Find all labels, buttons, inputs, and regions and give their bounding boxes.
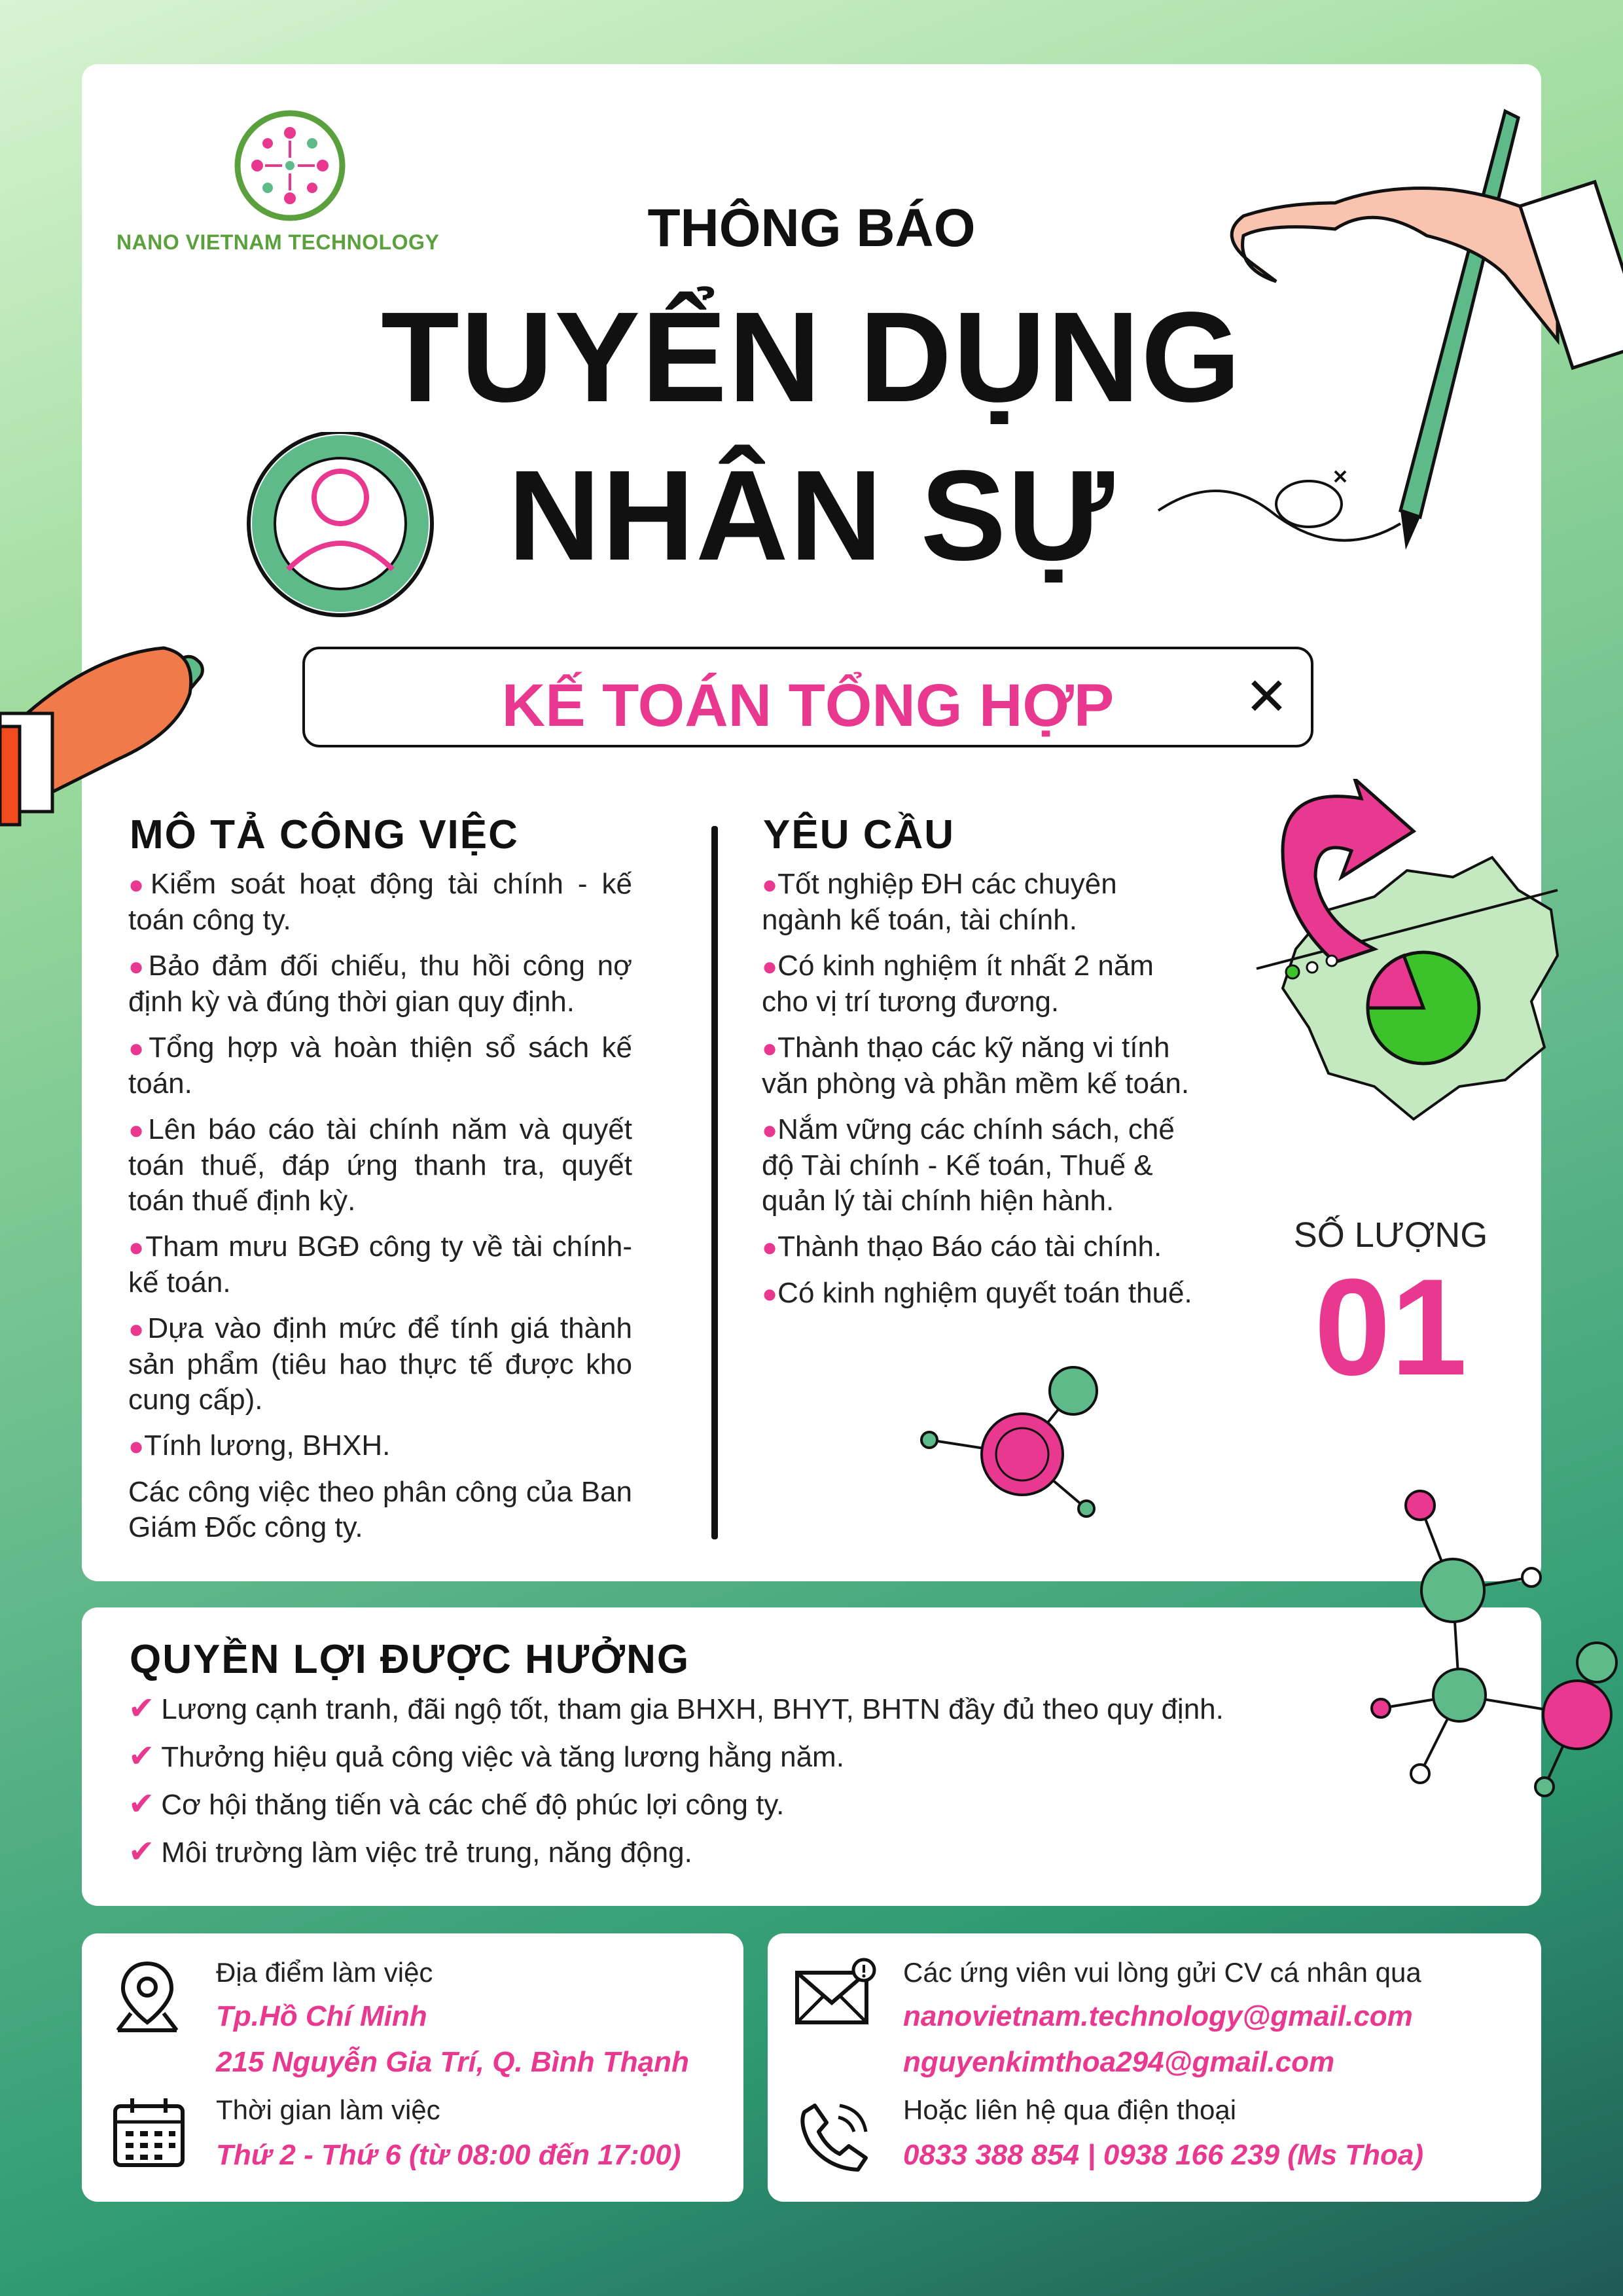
list-item: ●Kiểm soát hoạt động tài chính - kế toán công ty. [128, 868, 632, 936]
check-icon: ✔ [128, 1739, 155, 1774]
phone-numbers[interactable]: 0833 388 854 | 0938 166 239 (Ms Thoa) [903, 2139, 1424, 2171]
list-item: ●Dựa vào định mức để tính giá thành sản phẩm (tiêu hao thực tế được kho cung cấp). [128, 1312, 632, 1416]
list-item: ✔ Cơ hội thăng tiến và các chế độ phúc lợi công ty. [128, 1787, 785, 1821]
email-label: Các ứng viên vui lòng gửi CV cá nhân qua [903, 1957, 1421, 1988]
list-item: ●Tham mưu BGĐ công ty về tài chính-kế toán. [128, 1230, 632, 1299]
email-link-2[interactable]: nguyenkimthoa294@gmail.com [903, 2046, 1335, 2078]
list-item: ●Thành thạo các kỹ năng vi tính văn phòng và phần mềm kế toán. [762, 1031, 1190, 1100]
molecule-cluster-icon [1361, 1479, 1623, 1806]
benefits-list [128, 1691, 1372, 1882]
column-divider [711, 826, 718, 1539]
location-address: 215 Nguyễn Gia Trí, Q. Bình Thạnh [216, 2046, 689, 2078]
job-title: KẾ TOÁN TỔNG HỢP [501, 672, 1115, 739]
list-item: ●Lên báo cáo tài chính năm và quyết toán thuế, đáp ứng thanh tra, quyết toán thuế định kỳ. [128, 1113, 632, 1217]
description-heading: MÔ TẢ CÔNG VIỆC [130, 812, 519, 857]
molecule-icon [903, 1355, 1113, 1532]
list-item: ✔ Thưởng hiệu quả công việc và tăng lương hằng năm. [128, 1739, 844, 1774]
location-label: Địa điểm làm việc [216, 1957, 433, 1988]
quantity-label: SỐ LƯỢNG [1293, 1215, 1488, 1255]
requirements-heading: YÊU CẦU [763, 812, 955, 857]
list-item: ●Bảo đảm đối chiếu, thu hồi công nợ định kỳ và đúng thời gian quy định. [128, 950, 632, 1018]
email-link-1[interactable]: nanovietnam.technology@gmail.com [903, 2000, 1413, 2032]
benefits-heading: QUYỀN LỢI ĐƯỢC HƯỞNG [130, 1637, 690, 1682]
location-city: Tp.Hồ Chí Minh [216, 2000, 427, 2032]
description-footer: Các công việc theo phân công của Ban Giám Đốc công ty. [128, 1476, 632, 1543]
check-icon: ✔ [128, 1835, 155, 1869]
title-recruitment: TUYỂN DỤNG [381, 285, 1242, 429]
phone-label: Hoặc liên hệ qua điện thoại [903, 2094, 1237, 2125]
requirements-list [762, 867, 1194, 1322]
map-pin-icon [111, 1957, 183, 2036]
pie-chart-arrow-illustration [1243, 779, 1584, 1145]
list-item: ●Tính lương, BHXH. [128, 1429, 391, 1462]
check-icon: ✔ [128, 1691, 155, 1726]
list-item: ●Nắm vững các chính sách, chế độ Tài chính - Kế toán, Thuế & quản lý tài chính hiện hành. [762, 1113, 1175, 1217]
worktime-value: Thứ 2 - Thứ 6 (từ 08:00 đến 17:00) [216, 2139, 681, 2171]
check-icon: ✔ [128, 1787, 155, 1821]
list-item: ●Tổng hợp và hoàn thiện sổ sách kế toán. [128, 1031, 632, 1100]
close-icon[interactable]: ✕ [1244, 668, 1289, 726]
worktime-label: Thời gian làm việc [216, 2094, 440, 2125]
calendar-icon [111, 2094, 187, 2170]
list-item: ✔ Môi trường làm việc trẻ trung, năng động. [128, 1835, 692, 1869]
list-item: ●Tốt nghiệp ĐH các chuyên ngành kế toán, tài chính. [762, 868, 1117, 936]
list-item: ●Có kinh nghiệm ít nhất 2 năm cho vị trí tương đương. [762, 950, 1154, 1018]
logo-text: NANO VIETNAM TECHNOLOGY [116, 230, 440, 254]
title-personnel: NHÂN SỰ [508, 444, 1115, 587]
phone-icon [795, 2098, 874, 2176]
magnifier-user-icon [0, 432, 458, 851]
pen-hand-illustration [1139, 105, 1623, 576]
job-title-box [302, 647, 1313, 747]
list-item: ✔ Lương cạnh tranh, đãi ngộ tốt, tham gia BHXH, BHYT, BHTN đầy đủ theo quy định. [128, 1691, 1224, 1726]
list-item: ●Có kinh nghiệm quyết toán thuế. [762, 1277, 1192, 1309]
list-item: ●Thành thạo Báo cáo tài chính. [762, 1230, 1162, 1263]
mail-icon [793, 1957, 878, 2029]
title-announcement: THÔNG BÁO [647, 198, 976, 258]
description-list [128, 867, 632, 1556]
quantity-value: 01 [1314, 1250, 1467, 1404]
